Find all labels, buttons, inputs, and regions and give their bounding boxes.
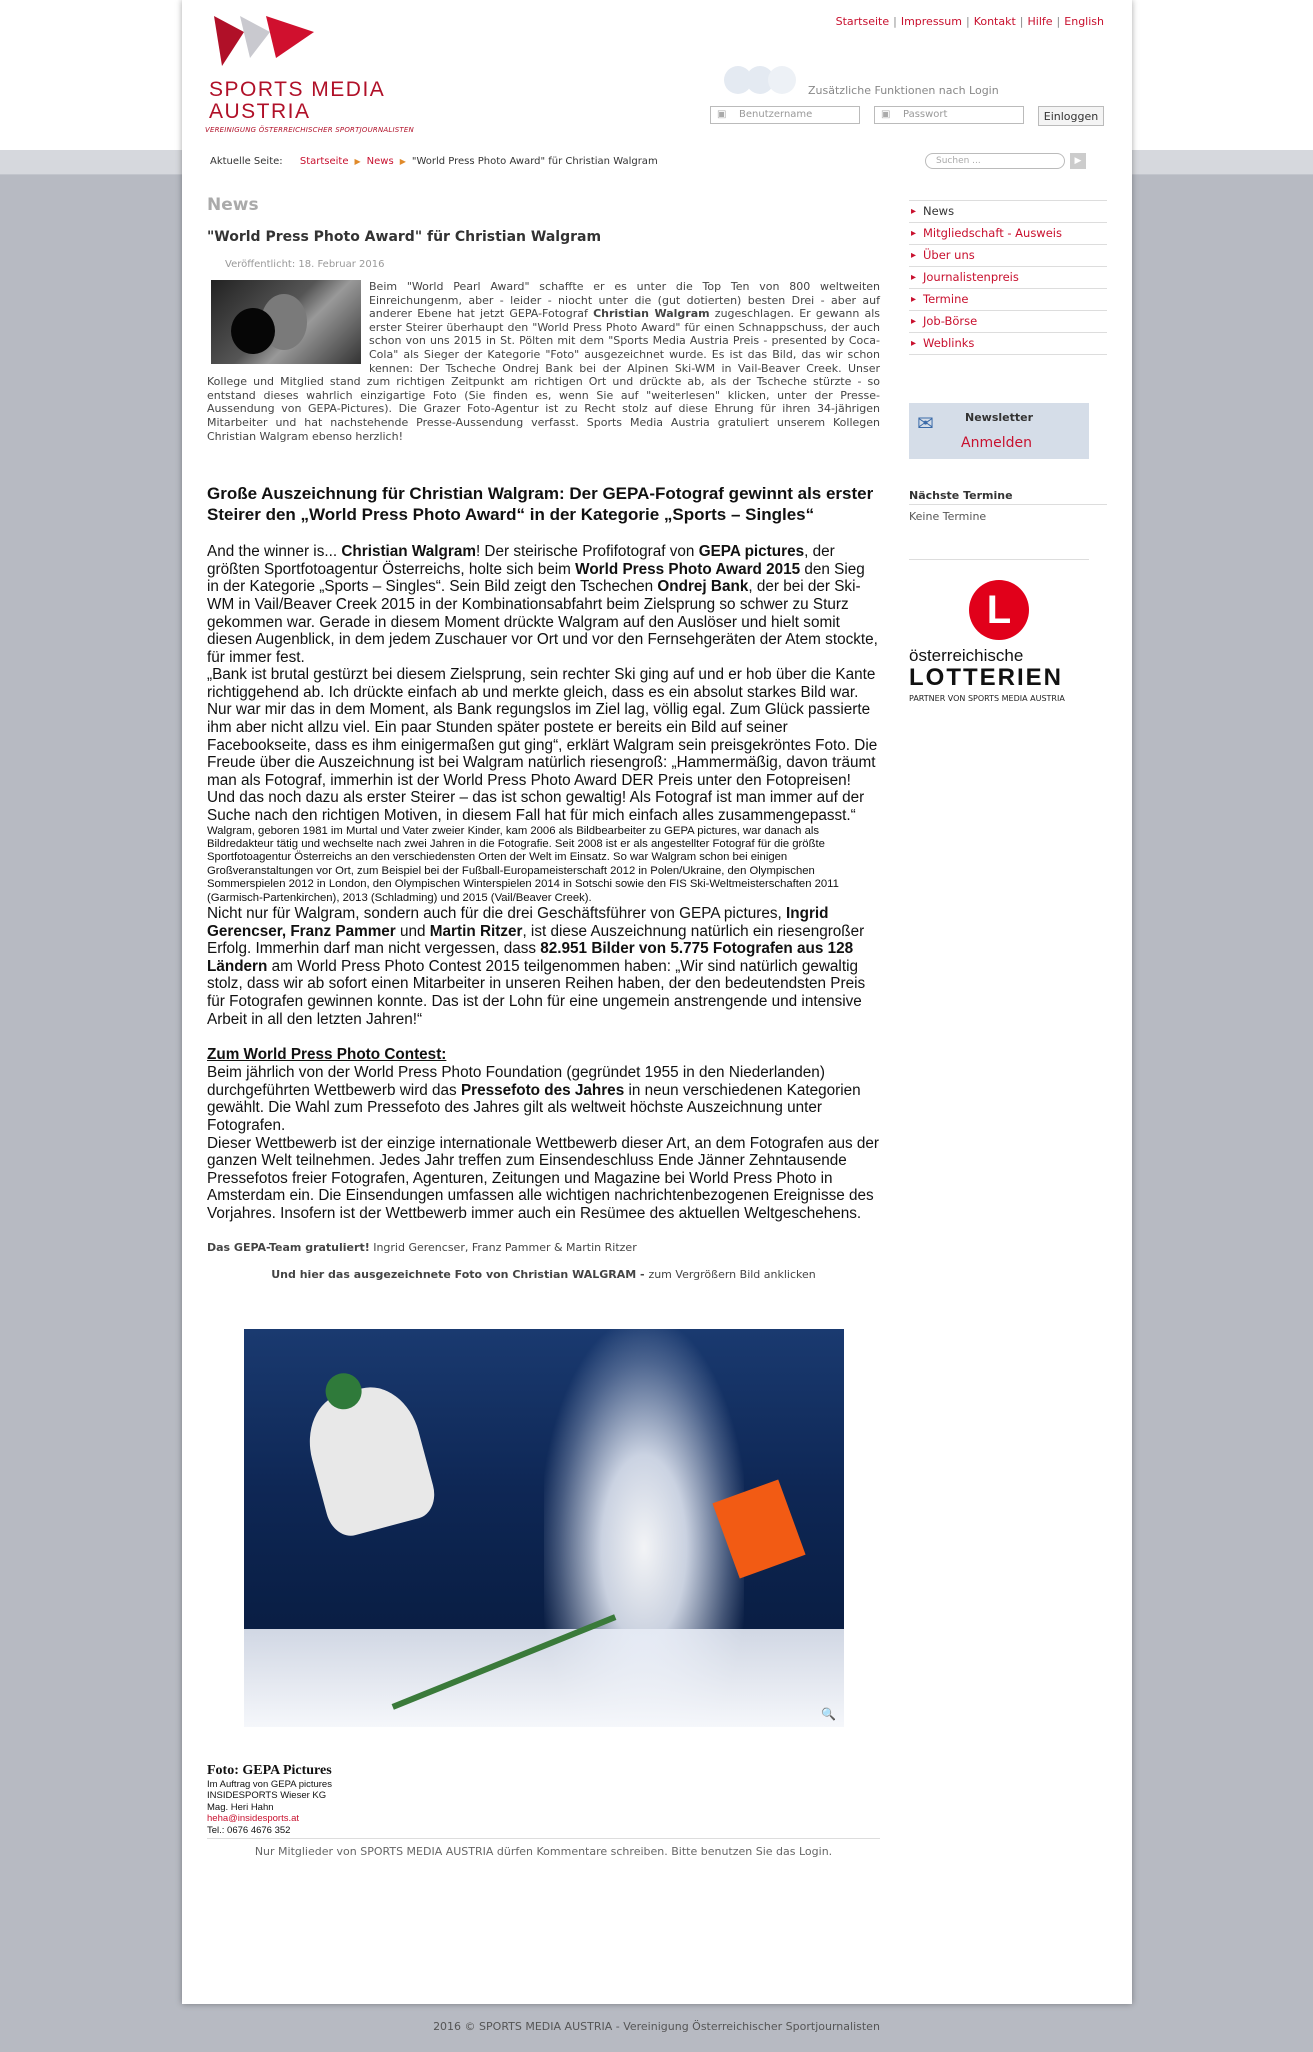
- intro-text: zugeschlagen. Er gewann als erster Steirer überhaupt den "World Press Photo Award" für einen Schnappschuss, der auch schon von uns 2015 in St. Pölten mit dem "Sports Media Austria Preis - presented by Coca-Cola" als Sieger der Kategorie "Foto" ausgezeichnet wurde. Es ist das Bild, das wir schon kennen: Der Tscheche Ondrej Bank bei der Alpinen Ski-WM in Vail-Beaver Creek. Unser Kollege und Mitglied stand zum richtigen Zeitpunkt am richtigen Ort und drückte ab, als der Tscheche stürzte - so entstand dieses wahrlich einzigartige Foto (Sie finden es, wenn Sie auf "weiterlesen" klicken, unter der Presse-Aussendung von GEPA-Pictures). Die Grazer Foto-Agentur ist zu Recht stolz auf diese Ehrung für ihren 34-jährigen Mitarbeiter und hat nachstehende Presse-Aussendung verfasst. Sports Media Austria gratuliert unserem Kollegen Christian Walgram ebenso herzlich!: [207, 307, 880, 443]
- topnav-kontakt[interactable]: Kontakt: [973, 15, 1016, 28]
- lotto-line2: LOTTERIEN: [909, 664, 1063, 691]
- sidebar-item-job-boerse[interactable]: ▸ Job-Börse: [909, 311, 1107, 333]
- credit-email-link[interactable]: heha@insidesports.at: [207, 1813, 300, 1825]
- main-content: [207, 195, 880, 1858]
- paragraph: Beim jährlich von der World Press Photo Foundation (gegründet 1955 in den Niederlanden) durchgeführten Wettbewerb wird das Pressefoto des Jahres in neun verschiedenen Kategorien gewählt. Die Wahl zum Pressefoto des Jahres gilt als weltweit höchste Auszeichnung unter Fotografen.: [207, 1064, 861, 1134]
- zoom-icon[interactable]: 🔍: [821, 1706, 836, 1721]
- breadcrumb-current: "World Press Photo Award" für Christian Walgram: [411, 156, 658, 167]
- lotterien-logo-icon: L: [969, 580, 1029, 640]
- credit-phone: Tel.: 0676 4676 352: [207, 1824, 291, 1836]
- newsletter-box: [909, 403, 1089, 459]
- paragraph: Dieser Wettbewerb ist der einzige internationale Wettbewerb dieser Art, an dem Fotografen aus der ganzen Welt teilnehmen. Jedes Jahr treffen zum Einsendeschluss Ende Jänner Zehntausende Pressefotos freier Fotografen, Agenturen, Zeitungen und Magazine bei World Press Photo in Amsterdam ein. Die Einsendungen umfassen alle wichtigen nachrichtenbezogenen Ereignisse des Vorjahres. Insofern ist der Wettbewerb immer auch ein Resümee des aktuellen Weltgeschehens.: [207, 1134, 880, 1222]
- sidebar-item-termine[interactable]: ▸ Termine: [909, 289, 1107, 311]
- login-button[interactable]: Einloggen: [1038, 106, 1104, 126]
- article-title: "World Press Photo Award" für Christian Walgram: [207, 229, 602, 245]
- termine-heading: Nächste Termine: [909, 489, 1107, 505]
- section-title: News: [207, 195, 259, 215]
- sidebar-item-journalistenpreis[interactable]: ▸ Journalistenpreis: [909, 267, 1107, 289]
- breadcrumb-arrow-icon: ▶: [399, 157, 406, 166]
- password-placeholder: Passwort: [903, 109, 948, 120]
- sidebar-item-weblinks[interactable]: ▸ Weblinks: [909, 333, 1107, 355]
- photo-caption: Und hier das ausgezeichnete Foto von Christian WALGRAM - zum Vergrößern Bild anklicken: [271, 1267, 816, 1281]
- breadcrumb-startseite[interactable]: Startseite: [299, 156, 349, 167]
- login-decor-icon: [702, 60, 822, 104]
- topnav-startseite[interactable]: Startseite: [835, 15, 890, 28]
- login-box: [702, 58, 1112, 138]
- paragraph: „Bank ist brutal gestürzt bei diesem Zielsprung, sein rechter Ski ging auf und er hob über die Kante richtiggehend ab. Ich drückte einfach ab und merkte gleich, dass es ein absolut starkes Bild war. Nur war mir das in dem Moment, als Bank regungslos im Ziel lag, völlig egal. Zum Glück passierte ihm aber nicht allzu viel. Ein paar Stunden später postete er bereits ein Bild auf seiner Facebookseite, dass es ihm einigermaßen gut ging“, erklärt Walgram sein preisgekröntes Foto. Die Freude über die Auszeichnung ist bei Walgram natürlich riesengroß: „Hammermäßig, davon träumt man als Fotograf, immerhin ist der World Press Photo Award DER Preis unter den Fotopreisen! Und das noch dazu als erster Steirer – das ist schon gewaltig! Als Fotograf ist man immer auf der Suche nach den richtigen Motiven, in diesem Fall hat für mich einfach alles zusammengepasst.“: [207, 666, 878, 825]
- award-photo[interactable]: [244, 1329, 844, 1727]
- credit-line: Mag. Heri Hahn: [207, 1801, 274, 1813]
- site-logo[interactable]: [204, 14, 434, 139]
- paragraph-small: Walgram, geboren 1981 im Murtal und Vater zweier Kinder, kam 2006 als Bildbearbeiter zu GEPA pictures, war danach als Bildredakteur tätig und wechselte nach zwei Jahren in die Fotografie. Seit 2008 ist er als angestellter Fotograf für die größte Sportfotoagentur Österreichs an den verschiedensten Orten der Welt im Einsatz. So war Walgram schon bei einigen Großveranstaltungen vor Ort, zum Beispiel bei der Fußball-Europameisterschaft 2012 in Polen/Ukraine, den Olympischen Sommerspielen 2012 in London, den Olympischen Winterspielen 2014 in Sotschi sowie den FIS Ski-Weltmeisterschaften 2011 (Garmisch-Partenkirchen), 2013 (Schladming) und 2015 (Vail/Beaver Creek).: [207, 824, 839, 904]
- username-placeholder: Benutzername: [739, 109, 813, 120]
- sidebar-item-news[interactable]: ▸ News: [909, 201, 1107, 223]
- photo-credit: Foto: GEPA Pictures: [207, 1762, 332, 1778]
- top-nav: Startseite | Impressum | Kontakt | Hilfe | English: [835, 15, 1104, 28]
- breadcrumb-label: Aktuelle Seite:: [210, 156, 283, 167]
- search-input[interactable]: Suchen ...: [925, 153, 1065, 169]
- sidebar-item-mitgliedschaft[interactable]: ▸ Mitgliedschaft - Ausweis: [909, 223, 1107, 245]
- newsletter-subscribe-link[interactable]: Anmelden: [961, 435, 1032, 451]
- intro-text: Beim "World Pearl Award" schaffte er es unter die Top Ten von 800 weltweiten Einreichungenm, aber - leider - niocht unter die (gut dotierten) besten Drei - aber auf anderer Ebene hat jetzt GEPA-Fotograf: [369, 280, 880, 321]
- brand-line1: SPORTS MEDIA: [209, 78, 386, 101]
- topnav-hilfe[interactable]: Hilfe: [1027, 15, 1053, 28]
- topnav-english[interactable]: English: [1064, 15, 1104, 28]
- press-body: [207, 1064, 880, 1222]
- sidebar-nav: [909, 200, 1107, 355]
- sidebar-item-ueber-uns[interactable]: ▸ Über uns: [909, 245, 1107, 267]
- credit-line: INSIDESPORTS Wieser KG: [207, 1790, 327, 1802]
- paragraph: Nicht nur für Walgram, sondern auch für die drei Geschäftsführer von GEPA pictures, Ingrid Gerencser, Franz Pammer und Martin Ritzer, ist diese Auszeichnung natürlich ein riesengroßer Erfolg. Immerhin darf man nicht vergessen, dass 82.951 Bilder von 5.775 Fotografen aus 128 Ländern am World Press Photo Contest 2015 teilgenommen haben: „Wir sind natürlich gewaltig stolz, dass wir ab sofort einen Mitarbeiter in unseren Reihen haben, der den bedeutendsten Preis für Fotografen gewinnen konnte. Das ist der Lohn für eine ungemein anstrengende und intensive Arbeit in all den letzten Jahren!“: [207, 905, 866, 1028]
- breadcrumb-news[interactable]: News: [366, 156, 394, 167]
- username-field[interactable]: [710, 106, 860, 124]
- publish-date: Veröffentlicht: 18. Februar 2016: [225, 259, 385, 270]
- brand-tagline: VEREINIGUNG ÖSTERREICHISCHER SPORTJOURNALISTEN: [205, 126, 414, 134]
- sidebar: [909, 200, 1107, 710]
- login-caption: Zusätzliche Funktionen nach Login: [808, 84, 999, 97]
- press-headline: Große Auszeichnung für Christian Walgram: Der GEPA-Fotograf gewinnt als erster Steirer den „World Press Photo Award“ in der Kategorie „Sports – Singles“: [207, 484, 874, 525]
- credit-line: Im Auftrag von GEPA pictures: [207, 1778, 332, 1790]
- breadcrumb-arrow-icon: ▶: [354, 157, 361, 166]
- press-body: [207, 905, 880, 1028]
- lock-icon: ▣: [881, 109, 891, 120]
- footer: 2016 © SPORTS MEDIA AUSTRIA - Vereinigung Österreichischer Sportjournalisten: [433, 2020, 880, 2033]
- team-congrats: Das GEPA-Team gratuliert! Ingrid Gerencser, Franz Pammer & Martin Ritzer: [207, 1240, 637, 1254]
- lotto-line3: PARTNER VON SPORTS MEDIA AUSTRIA: [909, 694, 1065, 703]
- intro-bold: Christian Walgram: [593, 307, 710, 321]
- logo-arrows-icon: [204, 14, 324, 74]
- search-button[interactable]: ▶: [1070, 153, 1086, 169]
- brand-line2: AUSTRIA: [209, 100, 311, 123]
- paragraph: And the winner is... Christian Walgram! Der steirische Profifotograf von GEPA pictures, der größten Sportfotoagentur Österreichs, holte sich beim World Press Photo Award 2015 den Sieg in der Kategorie „Sports – Singles“. Sein Bild zeigt den Tschechen Ondrej Bank, der bei der Ski-WM in Vail/Beaver Creek 2015 in der Kombinationsabfahrt beim Zielsprung so schwer zu Sturz gekommen war. Gerade in diesem Moment drückte Walgram auf den Auslöser und hielt somit diesen Augenblick, in dem jedem Zuschauer vor Ort und vor den Fernsehgeräten der Atem stockte, für immer fest.: [207, 543, 878, 666]
- newsletter-icon: ✉: [917, 411, 934, 435]
- press-body: [207, 543, 880, 825]
- comment-note: Nur Mitglieder von SPORTS MEDIA AUSTRIA dürfen Kommentare schreiben. Bitte benutzen Sie das Login.: [207, 1838, 880, 1858]
- topnav-impressum[interactable]: Impressum: [900, 15, 962, 28]
- password-field[interactable]: [874, 106, 1024, 124]
- contest-heading: Zum World Press Photo Contest:: [207, 1046, 447, 1064]
- breadcrumb: [210, 156, 658, 167]
- lotterien-ad[interactable]: [909, 559, 1089, 710]
- author-portrait[interactable]: [211, 280, 361, 364]
- credit-details: [207, 1779, 880, 1837]
- page-container: [182, 0, 1132, 2004]
- lotto-line1: österreichische: [909, 646, 1024, 665]
- article-intro: [207, 280, 880, 443]
- newsletter-title: Newsletter: [965, 411, 1034, 424]
- termine-value: Keine Termine: [909, 510, 987, 523]
- user-icon: ▣: [717, 109, 727, 120]
